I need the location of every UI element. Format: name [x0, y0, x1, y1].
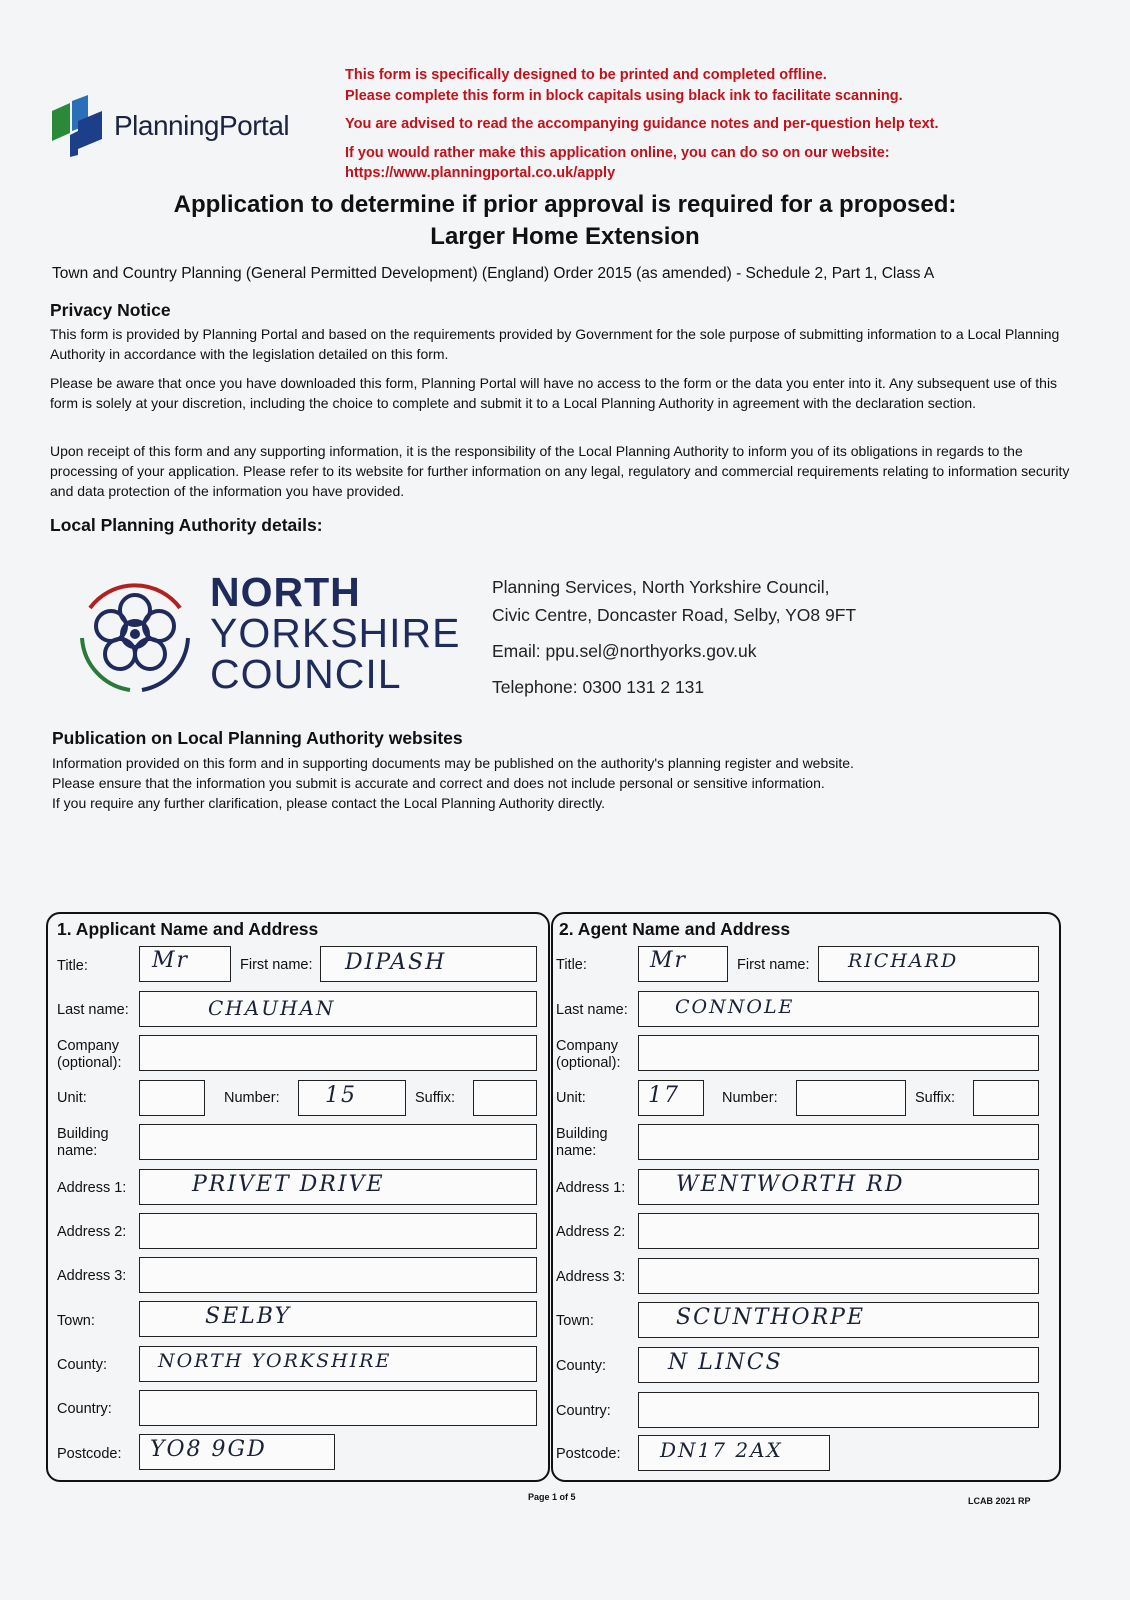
- rose-icon: [70, 568, 200, 698]
- agent-company-label: Company (optional):: [556, 1038, 621, 1071]
- applicant-building-label: Building name:: [57, 1126, 109, 1159]
- agent-building-label: Building name:: [556, 1126, 608, 1159]
- applicant-address1-value: PRIVET DRIVE: [192, 1172, 385, 1197]
- agent-title-label: Title:: [556, 957, 587, 973]
- privacy-paragraph-3: Upon receipt of this form and any supporting information, it is the responsibility of the Local Planning Authority to inform you of its obligations in regards to the processing of your application. Please refer to its website for further information on any legal, regulatory and commercial requirements relating to information security and data protection of the information you have provided.: [50, 443, 1070, 499]
- agent-town-value: SCUNTHORPE: [676, 1305, 866, 1330]
- agent-address3-field[interactable]: [638, 1258, 1039, 1294]
- agent-address1-label: Address 1:: [556, 1180, 626, 1196]
- form-code: LCAB 2021 RP: [968, 1496, 1031, 1506]
- page-number: Page 1 of 5: [528, 1492, 576, 1502]
- applicant-suffix-label: Suffix:: [415, 1090, 456, 1106]
- logo-council: COUNCIL: [210, 650, 402, 697]
- lpa-telephone: Telephone: 0300 131 2 131: [492, 677, 705, 697]
- agent-number-field[interactable]: [796, 1080, 906, 1116]
- applicant-town-value: SELBY: [205, 1304, 292, 1329]
- applicant-county-label: County:: [57, 1357, 107, 1373]
- planning-portal-logo: [48, 95, 289, 157]
- agent-last-name-value: CONNOLE: [675, 996, 795, 1018]
- applicant-unit-label: Unit:: [57, 1090, 87, 1106]
- lpa-email[interactable]: Email: ppu.sel@northyorks.gov.uk: [492, 641, 757, 661]
- applicant-title-value: Mr: [152, 948, 190, 973]
- logo-yorkshire: YORKSHIRE: [210, 609, 461, 656]
- agent-last-name-label: Last name:: [556, 1002, 628, 1018]
- agent-address2-field[interactable]: [638, 1213, 1039, 1249]
- applicant-town-field[interactable]: [139, 1301, 537, 1337]
- publication-line-2: Please ensure that the information you submit is accurate and correct and does not include personal or sensitive information.: [52, 775, 825, 791]
- agent-heading: 2. Agent Name and Address: [559, 919, 791, 939]
- applicant-building-field[interactable]: [139, 1124, 537, 1160]
- applicant-country-label: Country:: [57, 1401, 112, 1417]
- applicant-county-value: NORTH YORKSHIRE: [158, 1350, 392, 1372]
- legislation-subtitle: Town and Country Planning (General Permitted Development) (England) Order 2015 (as amended) - Schedule 2, Part 1, Class A: [52, 265, 935, 282]
- applicant-unit-field[interactable]: [139, 1080, 205, 1116]
- publication-line-3: If you require any further clarification, please contact the Local Planning Authority directly.: [52, 795, 606, 811]
- agent-unit-label: Unit:: [556, 1090, 586, 1106]
- lpa-heading: Local Planning Authority details:: [50, 515, 323, 535]
- publication-heading: Publication on Local Planning Authority websites: [52, 728, 463, 748]
- agent-country-field[interactable]: [638, 1392, 1039, 1428]
- applicant-number-label: Number:: [224, 1090, 280, 1106]
- applicant-address2-label: Address 2:: [57, 1224, 127, 1240]
- publication-line-1: Information provided on this form and in supporting documents may be published on the authority's planning register and website.: [52, 755, 854, 771]
- applicant-address3-field[interactable]: [139, 1257, 537, 1293]
- agent-postcode-value: DN17 2AX: [660, 1438, 783, 1462]
- lpa-address-line-2: Civic Centre, Doncaster Road, Selby, YO8 9FT: [492, 605, 857, 625]
- form-title-extension: Larger Home Extension: [430, 223, 700, 250]
- online-notice: If you would rather make this application online, you can do so on our website:: [345, 145, 890, 161]
- agent-first-name-value: RICHARD: [848, 950, 959, 972]
- offline-notice: This form is specifically designed to be printed and completed offline.: [345, 67, 827, 83]
- lpa-address-line-1: Planning Services, North Yorkshire Council,: [492, 577, 830, 597]
- agent-address3-label: Address 3:: [556, 1269, 626, 1285]
- agent-suffix-label: Suffix:: [915, 1090, 956, 1106]
- agent-unit-value: 17: [648, 1083, 680, 1108]
- applicant-title-label: Title:: [57, 958, 88, 974]
- applicant-last-name-field[interactable]: [139, 991, 537, 1027]
- planning-portal-icon: [48, 95, 106, 157]
- agent-county-value: N LINCS: [668, 1350, 783, 1375]
- form-title: Application to determine if prior approval is required for a proposed:: [173, 191, 957, 218]
- applicant-address2-field[interactable]: [139, 1213, 537, 1249]
- guidance-notice: You are advised to read the accompanying guidance notes and per-question help text.: [345, 116, 939, 132]
- lpa-contact: [492, 573, 856, 701]
- agent-postcode-label: Postcode:: [556, 1446, 621, 1462]
- applicant-town-label: Town:: [57, 1313, 95, 1329]
- applicant-postcode-label: Postcode:: [57, 1446, 122, 1462]
- privacy-paragraph-2: Please be aware that once you have downloaded this form, Planning Portal will have no access to the form or the data you enter into it. Any subsequent use of this form is solely at your discretion, including the choice to complete and submit it to a Local Planning Authority in agreement with the declaration section.: [50, 375, 1058, 411]
- apply-link[interactable]: https://www.planningportal.co.uk/apply: [345, 165, 616, 181]
- agent-address1-value: WENTWORTH RD: [676, 1172, 905, 1197]
- applicant-company-label: Company (optional):: [57, 1038, 122, 1071]
- north-yorkshire-council-logo: [70, 568, 461, 698]
- agent-company-field[interactable]: [638, 1035, 1039, 1071]
- applicant-address3-label: Address 3:: [57, 1268, 127, 1284]
- agent-first-name-label: First name:: [737, 957, 810, 973]
- agent-suffix-field[interactable]: [973, 1080, 1039, 1116]
- applicant-last-name-label: Last name:: [57, 1002, 129, 1018]
- agent-address2-label: Address 2:: [556, 1224, 626, 1240]
- block-capitals-notice: Please complete this form in block capitals using black ink to facilitate scanning.: [345, 88, 903, 104]
- privacy-paragraph-1: This form is provided by Planning Portal and based on the requirements provided by Government for the sole purpose of submitting information to a Local Planning Authority in accordance with the legislation detailed on this form.: [50, 326, 1060, 362]
- applicant-address1-label: Address 1:: [57, 1180, 127, 1196]
- agent-country-label: Country:: [556, 1403, 611, 1419]
- logo-north: NORTH: [210, 568, 361, 615]
- agent-number-label: Number:: [722, 1090, 778, 1106]
- agent-title-value: Mr: [650, 948, 688, 973]
- applicant-company-field[interactable]: [139, 1035, 537, 1071]
- applicant-suffix-field[interactable]: [473, 1080, 537, 1116]
- applicant-last-name-value: CHAUHAN: [208, 996, 336, 1020]
- applicant-first-name-value: DIPASH: [345, 950, 447, 975]
- applicant-first-name-label: First name:: [240, 957, 313, 973]
- applicant-postcode-value: YO8 9GD: [150, 1437, 267, 1462]
- agent-building-field[interactable]: [638, 1124, 1039, 1160]
- agent-county-label: County:: [556, 1358, 606, 1374]
- applicant-country-field[interactable]: [139, 1390, 537, 1426]
- applicant-heading: 1. Applicant Name and Address: [57, 919, 319, 939]
- privacy-heading: Privacy Notice: [50, 300, 171, 320]
- applicant-number-value: 15: [325, 1083, 357, 1108]
- agent-town-label: Town:: [556, 1313, 594, 1329]
- brand-name: PlanningPortal: [114, 110, 290, 141]
